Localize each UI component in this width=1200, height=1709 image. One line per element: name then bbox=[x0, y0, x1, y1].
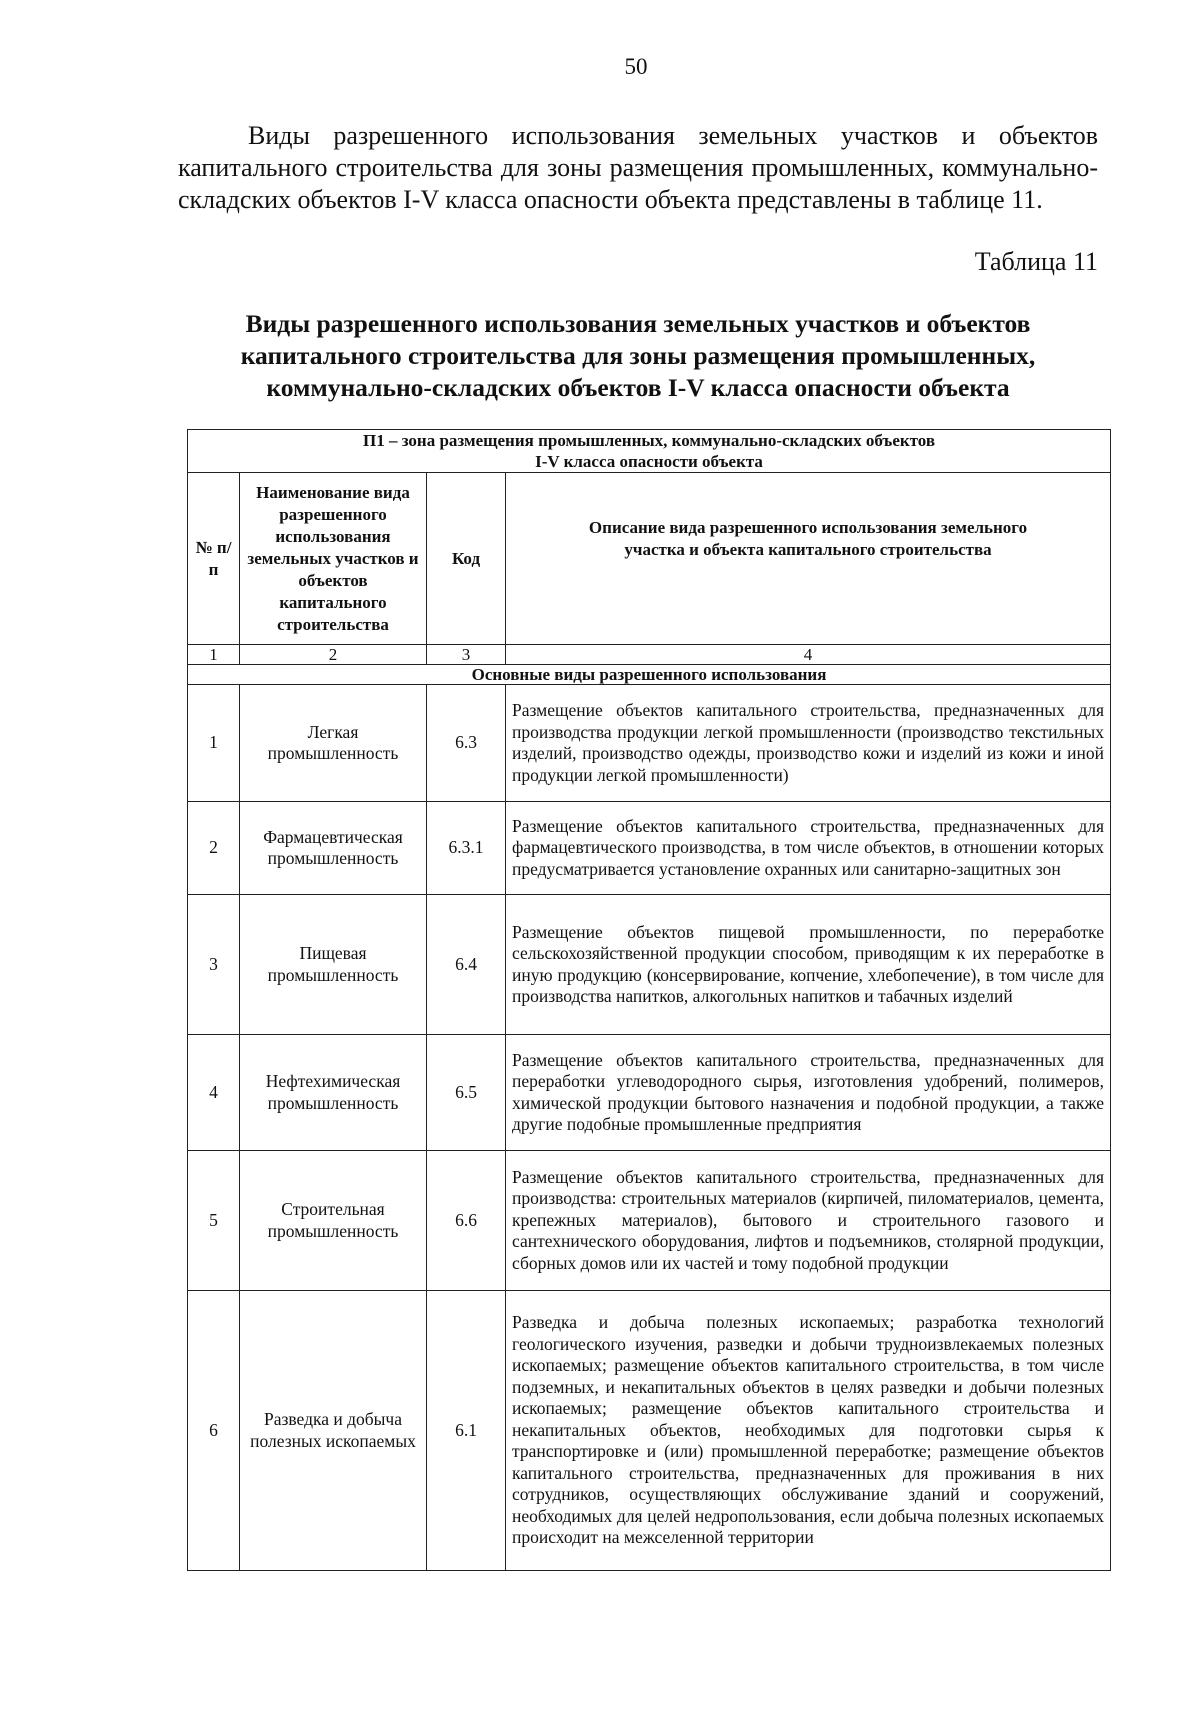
row-num: 6 bbox=[188, 1291, 240, 1571]
column-number: 4 bbox=[506, 645, 1111, 665]
row-code: 6.3.1 bbox=[427, 802, 506, 895]
table-row bbox=[188, 895, 1111, 1035]
row-num: 4 bbox=[188, 1035, 240, 1151]
column-number: 1 bbox=[188, 645, 240, 665]
row-code: 6.6 bbox=[427, 1151, 506, 1291]
table-row bbox=[188, 802, 1111, 895]
row-description: Размещение объектов капитального строительства, предназначенных для переработки углеводородного сырья, изготовления удобрений, полимеров, химической продукции бытового назначения и подобной продукции, а также другие подобные промышленные предприятия bbox=[506, 1035, 1111, 1151]
row-code: 6.1 bbox=[427, 1291, 506, 1571]
table-row bbox=[188, 1291, 1111, 1571]
zone-title-line: П1 – зона размещения промышленных, коммунально-складских объектов bbox=[362, 431, 936, 450]
row-description: Размещение объектов капитального строительства, предназначенных для производства: строительных материалов (кирпичей, пиломатериалов, цемента, крепежных материалов), бытового и строительного газового и сантехнического оборудования, лифтов и подъемников, столярной продукции, сборных домов или их частей и тому подобной продукции bbox=[506, 1151, 1111, 1291]
header-description: Описание вида разрешенного использования земельного участка и объекта капитального строительства bbox=[506, 473, 1111, 645]
table-row bbox=[188, 1035, 1111, 1151]
row-name: Фармацевтическая промышленность bbox=[240, 802, 427, 895]
table-row bbox=[188, 1151, 1111, 1291]
column-number: 3 bbox=[427, 645, 506, 665]
row-name: Строительная промышленность bbox=[240, 1151, 427, 1291]
header-name: Наименование вида разрешенного использования земельных участков и объектов капитального строительства bbox=[240, 473, 427, 645]
table-row bbox=[188, 685, 1111, 802]
table-heading-line: коммунально-складских объектов I-V класса опасности объекта bbox=[266, 373, 1010, 402]
row-num: 5 bbox=[188, 1151, 240, 1291]
table-heading-line: капитального строительства для зоны размещения промышленных, bbox=[240, 341, 1036, 370]
row-name: Разведка и добыча полезных ископаемых bbox=[240, 1291, 427, 1571]
row-description: Размещение объектов капитального строительства, предназначенных для фармацевтического производства, в том числе объектов, в отношении которых предусматривается установление охранных или санитарно-защитных зон bbox=[506, 802, 1111, 895]
row-num: 3 bbox=[188, 895, 240, 1035]
row-description: Размещение объектов капитального строительства, предназначенных для производства продукции легкой промышленности (производство текстильных изделий, производство одежды, производство кожи и изделий из кожи и иной продукции легкой промышленности) bbox=[506, 685, 1111, 802]
zone-title bbox=[188, 430, 1111, 473]
table-heading bbox=[178, 308, 1098, 404]
header-num: № п/п bbox=[188, 473, 240, 645]
land-use-table bbox=[187, 429, 1111, 1571]
table-label: Таблица 11 bbox=[974, 247, 1098, 276]
header-code: Код bbox=[427, 473, 506, 645]
intro-paragraph: Виды разрешенного использования земельных участков и объектов капитального строительства для зоны размещения промышленных, коммунально-складских объектов I-V класса опасности объекта представлены в таблице 11. bbox=[178, 121, 1098, 214]
zone-title-line: I-V класса опасности объекта bbox=[535, 452, 763, 471]
row-description: Размещение объектов пищевой промышленности, по переработке сельскохозяйственной продукции способом, приводящим к их переработке в иную продукцию (консервирование, копчение, хлебопечение), в том числе для производства напитков, алкогольных напитков и табачных изделий bbox=[506, 895, 1111, 1035]
page-number: 50 bbox=[624, 54, 648, 79]
row-code: 6.5 bbox=[427, 1035, 506, 1151]
table-heading-line: Виды разрешенного использования земельных участков и объектов bbox=[245, 309, 1031, 338]
section-title: Основные виды разрешенного использования bbox=[188, 665, 1111, 685]
row-num: 2 bbox=[188, 802, 240, 895]
row-name: Легкая промышленность bbox=[240, 685, 427, 802]
row-name: Нефтехимическая промышленность bbox=[240, 1035, 427, 1151]
row-code: 6.4 bbox=[427, 895, 506, 1035]
row-code: 6.3 bbox=[427, 685, 506, 802]
row-name: Пищевая промышленность bbox=[240, 895, 427, 1035]
row-description: Разведка и добыча полезных ископаемых; разработка технологий геологического изучения, разведки и добычи трудноизвлекаемых полезных ископаемых; размещение объектов капитального строительства, в том числе подземных, и некапитальных объектов в целях разведки и добычи полезных ископаемых; размещение объектов капитального строительства и некапитальных объектов, необходимых для подготовки сырья к транспортировке и (или) промышленной переработке; размещение объектов капитального строительства, предназначенных для проживания в них сотрудников, осуществляющих обслуживание зданий и сооружений, необходимых для целей недропользования, если добыча полезных ископаемых происходит на межселенной территории bbox=[506, 1291, 1111, 1571]
column-number: 2 bbox=[240, 645, 427, 665]
row-num: 1 bbox=[188, 685, 240, 802]
